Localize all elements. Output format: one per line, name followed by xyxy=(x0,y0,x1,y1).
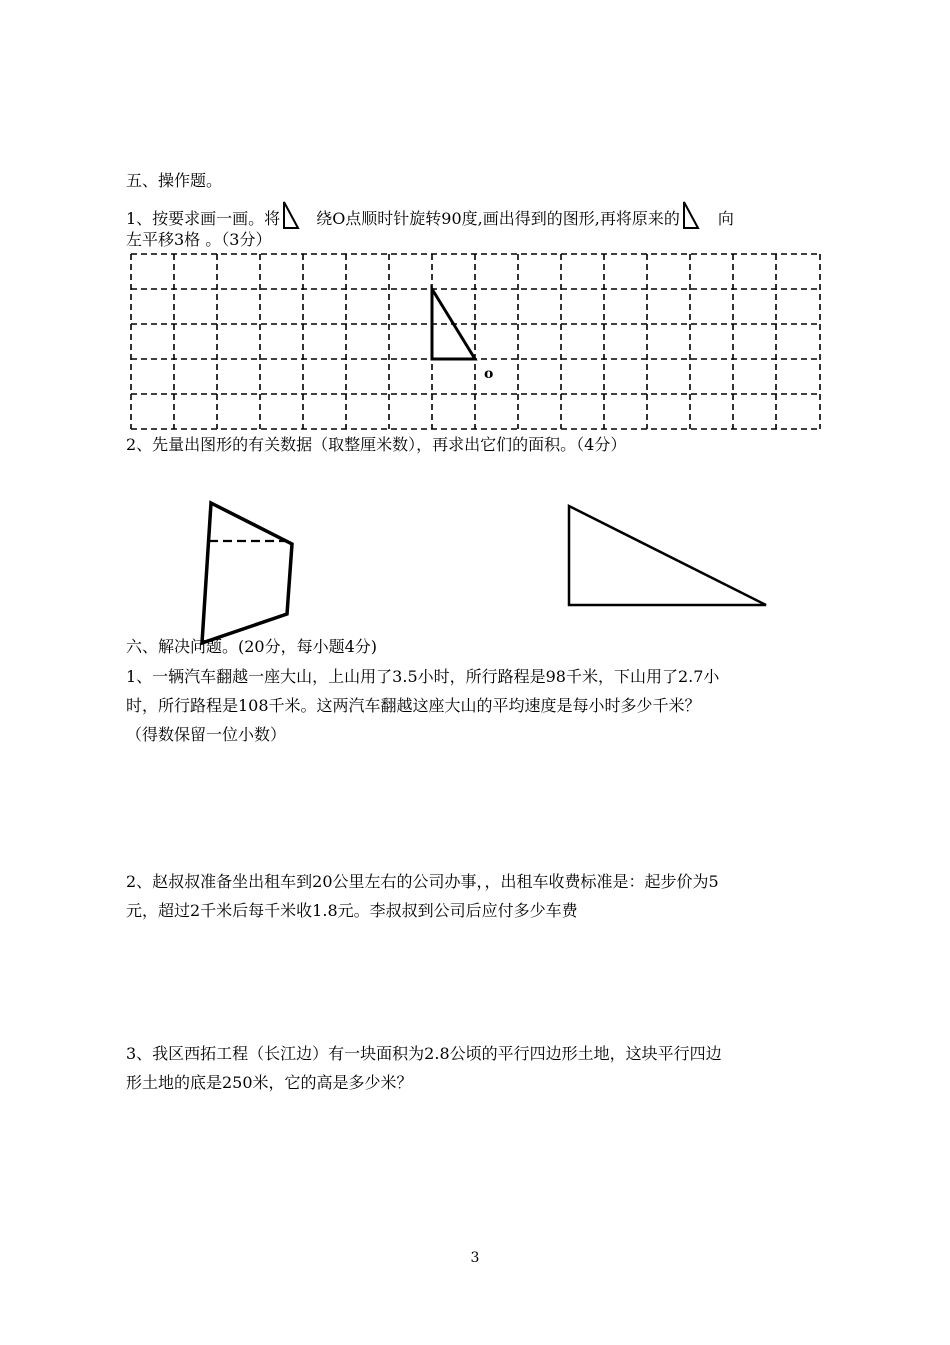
section6-q1-line3: （得数保留一位小数） xyxy=(126,725,287,744)
section6-q3-line1: 3、我区西拓工程（长江边）有一块面积为2.8公顷的平行四边形土地，这块平行四边 xyxy=(126,1044,722,1063)
small-triangle-icon xyxy=(680,200,702,232)
grid-triangle xyxy=(432,289,475,359)
section5-q1-line2: 左平移3格 。（3分） xyxy=(126,230,272,249)
q1-text-c: 向 xyxy=(717,209,734,228)
section6-q1-line2: 时，所行路程是108千米。这两汽车翻越这座大山的平均速度是每小时多少千米？ xyxy=(126,696,701,715)
section5-q1-line1 xyxy=(126,200,826,232)
right-triangle-figure xyxy=(565,500,775,610)
section6-q2-line1: 2、赵叔叔准备坐出租车到20公里左右的公司办事，，出租车收费标准是：起步价为5 xyxy=(126,872,719,891)
section6-q3-line2: 形土地的底是250米，它的高是多少米？ xyxy=(126,1073,413,1092)
trapezoid-figure xyxy=(195,495,305,650)
section6-heading: 六、解决问题。(20分，每小题4分) xyxy=(126,637,378,656)
point-o-label: o xyxy=(484,366,494,382)
q1-text-b: 绕O点顺时针旋转90度,画出得到的图形,再将原来的 xyxy=(316,209,680,228)
dashed-grid xyxy=(125,250,825,435)
section6-q2-line2: 元，超过2千米后每千米收1.8元。李叔叔到公司后应付多少车费 xyxy=(126,901,578,920)
small-triangle-icon xyxy=(280,200,302,232)
page-number: 3 xyxy=(470,1250,480,1266)
section6-q1-line1: 1、一辆汽车翻越一座大山，上山用了3.5小时，所行路程是98千米，下山用了2.7小 xyxy=(126,667,720,686)
q1-text-a: 1、按要求画一画。将 xyxy=(126,209,281,228)
section5-q2: 2、先量出图形的有关数据（取整厘米数），再求出它们的面积。（4分） xyxy=(126,435,627,454)
section5-heading: 五、操作题。 xyxy=(126,171,223,190)
